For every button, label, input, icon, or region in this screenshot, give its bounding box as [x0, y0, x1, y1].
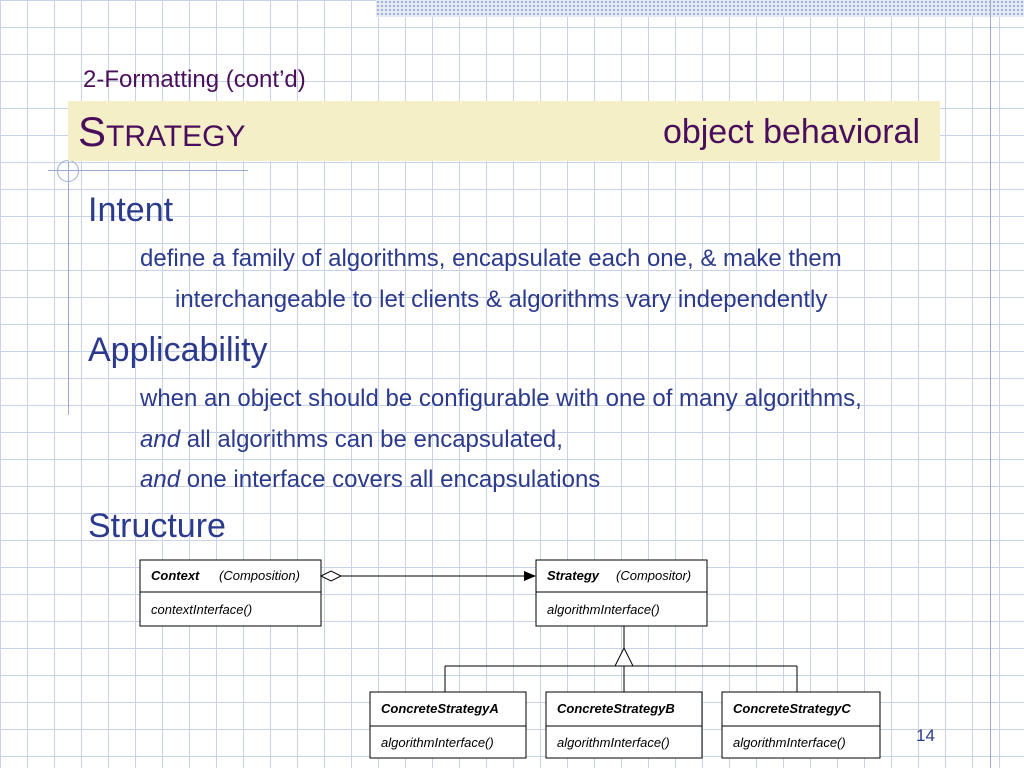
applicability-line-2-rest: all algorithms can be encapsulated,: [180, 426, 563, 453]
applicability-heading: Applicability: [88, 331, 268, 369]
strategy-class: [536, 560, 707, 626]
strategy-role: (Compositor): [616, 568, 692, 583]
title-rest: TRATEGY: [106, 120, 246, 153]
concrete-a-name: ConcreteStrategyA: [381, 701, 499, 716]
intent-line-1: define a family of algorithms, encapsulate each one, & make them: [140, 245, 842, 272]
applicability-line-3-rest: one interface covers all encapsulations: [180, 466, 601, 493]
concrete-c-name: ConcreteStrategyC: [733, 701, 851, 716]
aggregation-association: [321, 571, 536, 581]
generalization-tree: [445, 626, 797, 692]
pattern-classification: object behavioral: [662, 113, 920, 151]
structure-heading: Structure: [88, 507, 226, 545]
concrete-c-operation: algorithmInterface(): [733, 735, 846, 750]
intent-line-2: interchangeable to let clients & algorithms vary independently: [175, 286, 828, 313]
concrete-strategy-b-class: [546, 692, 702, 758]
concrete-strategy-a-class: [370, 692, 526, 758]
concrete-b-operation: algorithmInterface(): [557, 735, 670, 750]
concrete-a-operation: algorithmInterface(): [381, 735, 494, 750]
page-number: 14: [916, 726, 935, 745]
slide-subtitle: 2-Formatting (cont’d): [83, 66, 306, 93]
applicability-line-1: when an object should be configurable with one of many algorithms,: [140, 385, 862, 412]
concrete-strategy-c-class: [722, 692, 880, 758]
intent-heading: Intent: [88, 191, 174, 229]
context-role: (Composition): [219, 568, 300, 583]
context-name: Context: [151, 568, 200, 583]
context-class: [140, 560, 321, 626]
concrete-b-name: ConcreteStrategyB: [557, 701, 675, 716]
applicability-line-2-em: and: [140, 426, 181, 453]
context-operation: contextInterface(): [151, 602, 253, 617]
title-first-letter: S: [78, 108, 107, 155]
strategy-name: Strategy: [547, 568, 600, 583]
applicability-line-3-em: and: [140, 466, 181, 493]
strategy-operation: algorithmInterface(): [547, 602, 660, 617]
